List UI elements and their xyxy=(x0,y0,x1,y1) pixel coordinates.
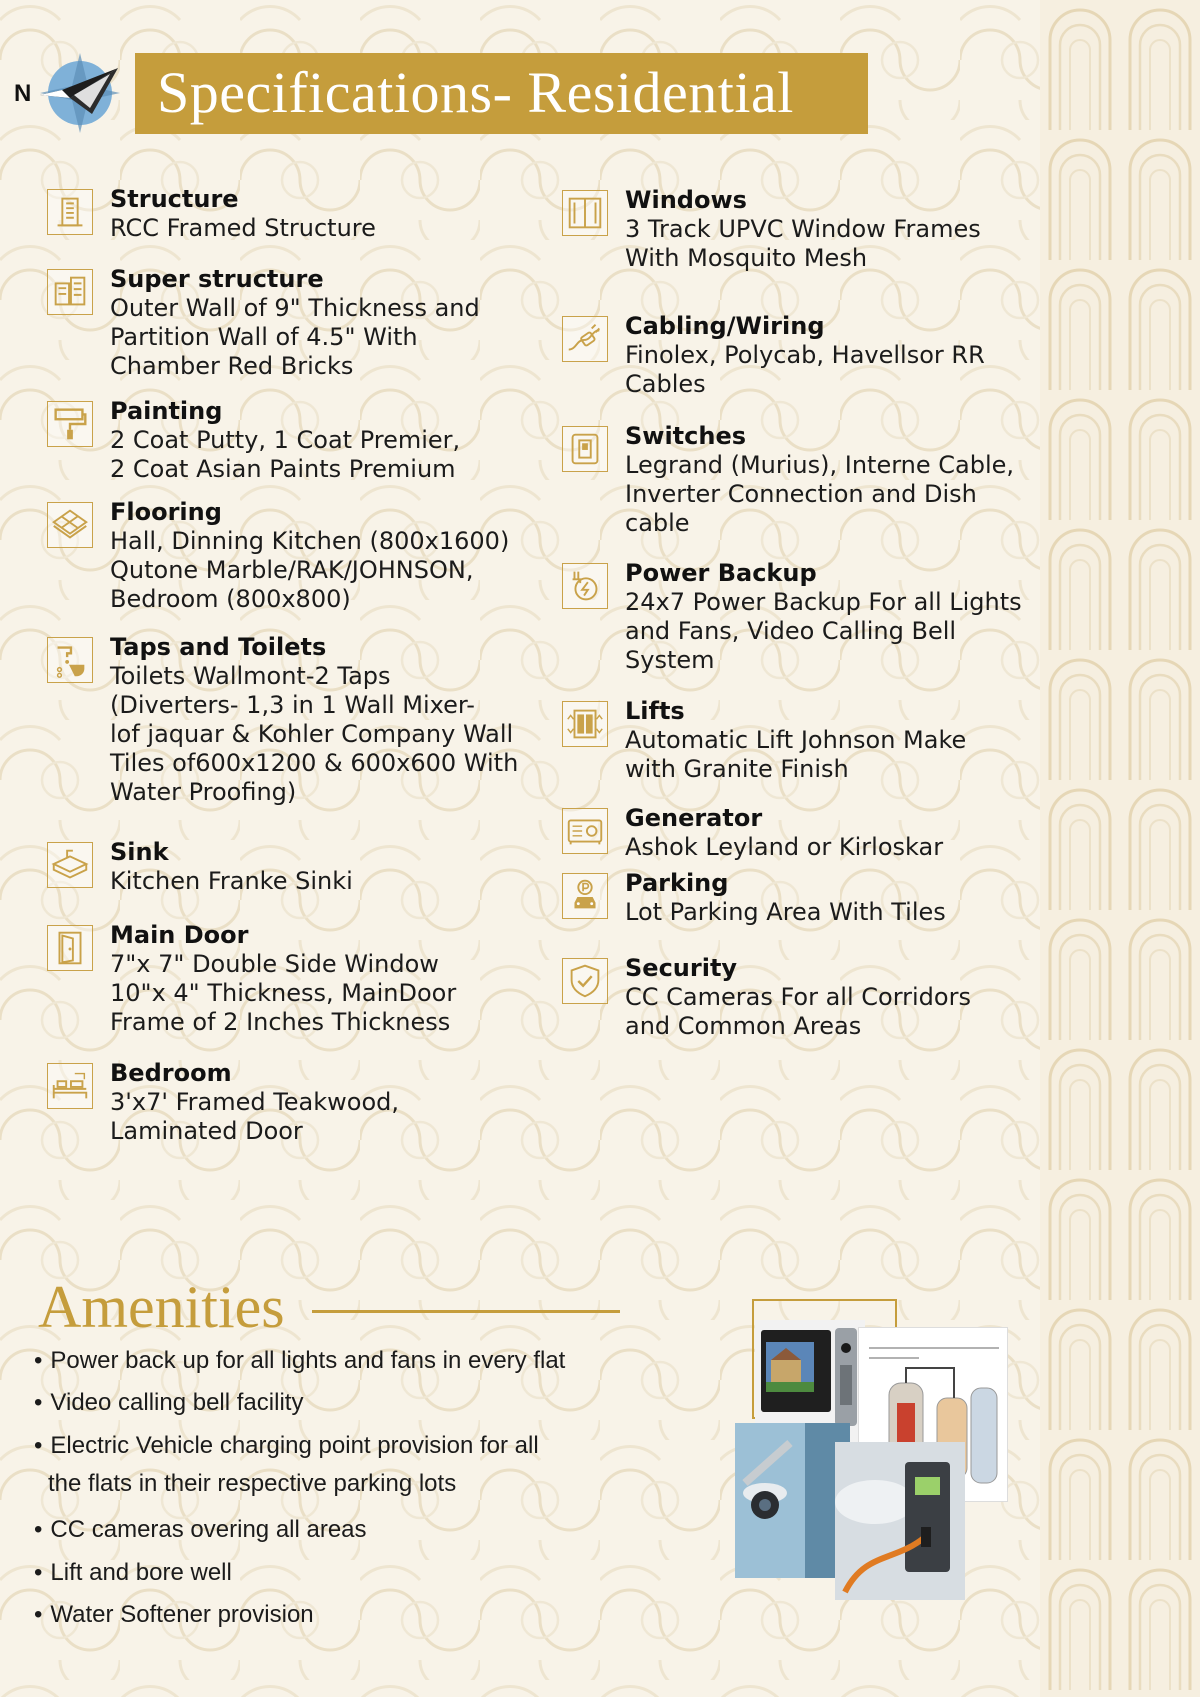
amenities-divider xyxy=(312,1310,620,1313)
spec-line: Legrand (Murius), Interne Cable, xyxy=(625,451,1015,479)
spec-line: cable xyxy=(625,509,690,537)
spec-line: Tiles of600x1200 & 600x600 With xyxy=(110,749,519,777)
spec-title: Main Door xyxy=(110,921,249,949)
spec-line: 3'x7' Framed Teakwood, xyxy=(110,1088,400,1116)
amenity-item xyxy=(34,1515,367,1545)
amenity-item xyxy=(34,1388,303,1418)
spec-line: and Fans, Video Calling Bell xyxy=(625,617,957,645)
switch-icon xyxy=(562,426,608,472)
cable-plug-icon xyxy=(562,316,608,362)
amenity-text: Power back up for all lights and fans in every flat xyxy=(50,1347,566,1374)
compass-letter: N xyxy=(14,80,32,107)
spec-line: Frame of 2 Inches Thickness xyxy=(110,1008,451,1036)
spec-line: and Common Areas xyxy=(625,1012,862,1040)
spec-line: Partition Wall of 4.5" With xyxy=(110,323,418,351)
spec-line: 3 Track UPVC Window Frames xyxy=(625,215,981,243)
amenity-text: CC cameras overing all areas xyxy=(50,1516,367,1543)
apartment-icon xyxy=(47,269,93,315)
window-icon xyxy=(562,190,608,236)
spec-title: Lifts xyxy=(625,697,685,725)
parking-icon xyxy=(562,873,608,919)
door-icon xyxy=(47,925,93,971)
bullet-icon: • xyxy=(34,1389,43,1416)
generator-icon xyxy=(562,808,608,854)
paint-roller-icon xyxy=(47,401,93,447)
amenity-text: Water Softener provision xyxy=(50,1601,314,1628)
amenity-item xyxy=(34,1600,314,1630)
spec-title: Switches xyxy=(625,422,747,450)
sink-icon xyxy=(47,842,93,888)
spec-line: Lot Parking Area With Tiles xyxy=(625,898,946,926)
spec-title: Bedroom xyxy=(110,1059,232,1087)
amenities-photo-collage xyxy=(730,1295,1012,1607)
amenities-heading: Amenities xyxy=(38,1274,285,1340)
amenity-text: Electric Vehicle charging point provision for all xyxy=(50,1432,539,1459)
spec-title: Security xyxy=(625,954,738,982)
spec-line: Chamber Red Bricks xyxy=(110,352,354,380)
spec-line: CC Cameras For all Corridors xyxy=(625,983,971,1011)
bed-icon xyxy=(47,1063,93,1109)
spec-line: Finolex, Polycab, Havellsor RR xyxy=(625,341,985,369)
spec-line: Laminated Door xyxy=(110,1117,303,1145)
power-backup-icon xyxy=(562,563,608,609)
spec-line: Automatic Lift Johnson Make xyxy=(625,726,967,754)
spec-line: Inverter Connection and Dish xyxy=(625,480,977,508)
floor-tiles-icon xyxy=(47,502,93,548)
spec-title: Cabling/Wiring xyxy=(625,312,825,340)
bullet-icon: • xyxy=(34,1559,43,1586)
spec-title: Taps and Toilets xyxy=(110,633,327,661)
spec-line: 7"x 7" Double Side Window xyxy=(110,950,439,978)
spec-line: Kitchen Franke Sinki xyxy=(110,867,353,895)
spec-title: Painting xyxy=(110,397,223,425)
bullet-icon: • xyxy=(34,1516,43,1543)
page-title: Specifications- Residential xyxy=(157,60,794,125)
spec-title: Windows xyxy=(625,186,747,214)
spec-line: System xyxy=(625,646,715,674)
spec-line: (Diverters- 1,3 in 1 Wall Mixer- xyxy=(110,691,475,719)
amenity-item xyxy=(34,1431,539,1461)
bullet-icon: • xyxy=(34,1432,43,1459)
spec-title: Generator xyxy=(625,804,763,832)
spec-line: Hall, Dinning Kitchen (800x1600) xyxy=(110,527,510,555)
spec-line: with Granite Finish xyxy=(625,755,849,783)
tap-toilet-icon xyxy=(47,637,93,683)
bullet-icon: • xyxy=(34,1601,43,1628)
compass-logo xyxy=(10,48,125,138)
title-banner xyxy=(135,53,868,134)
spec-title: Super structure xyxy=(110,265,324,293)
spec-title: Power Backup xyxy=(625,559,817,587)
amenity-text: Video calling bell facility xyxy=(50,1389,304,1416)
building-icon xyxy=(47,189,93,235)
bullet-icon: • xyxy=(34,1347,43,1374)
spec-line: Bedroom (800x800) xyxy=(110,585,351,613)
lift-icon xyxy=(562,701,608,747)
spec-line: Ashok Leyland or Kirloskar xyxy=(625,833,944,861)
cctv-camera-photo xyxy=(735,1423,850,1578)
spec-line: 10"x 4" Thickness, MainDoor xyxy=(110,979,457,1007)
spec-title: Sink xyxy=(110,838,169,866)
spec-line: Toilets Wallmont-2 Taps xyxy=(110,662,391,690)
right-border-pattern xyxy=(1040,0,1200,1697)
spec-line: lof jaquar & Kohler Company Wall xyxy=(110,720,514,748)
amenity-item xyxy=(34,1558,232,1588)
spec-line: RCC Framed Structure xyxy=(110,214,376,242)
compass-icon xyxy=(10,48,125,138)
amenity-text-continuation: the flats in their respective parking lots xyxy=(48,1470,457,1497)
spec-line: 24x7 Power Backup For all Lights xyxy=(625,588,1022,616)
spec-line: Water Proofing) xyxy=(110,778,297,806)
spec-line: Qutone Marble/RAK/JOHNSON, xyxy=(110,556,474,584)
page-header xyxy=(0,48,880,138)
amenity-text: Lift and bore well xyxy=(50,1559,232,1586)
spec-title: Parking xyxy=(625,869,729,897)
spec-title: Flooring xyxy=(110,498,222,526)
amenity-item xyxy=(34,1346,565,1376)
spec-title: Structure xyxy=(110,185,239,213)
spec-line: Outer Wall of 9" Thickness and xyxy=(110,294,480,322)
security-shield-icon xyxy=(562,958,608,1004)
spec-line: With Mosquito Mesh xyxy=(625,244,868,272)
ev-charger-photo xyxy=(835,1442,965,1600)
spec-line: 2 Coat Putty, 1 Coat Premier, xyxy=(110,426,461,454)
spec-line: Cables xyxy=(625,370,706,398)
spec-line: 2 Coat Asian Paints Premium xyxy=(110,455,456,483)
